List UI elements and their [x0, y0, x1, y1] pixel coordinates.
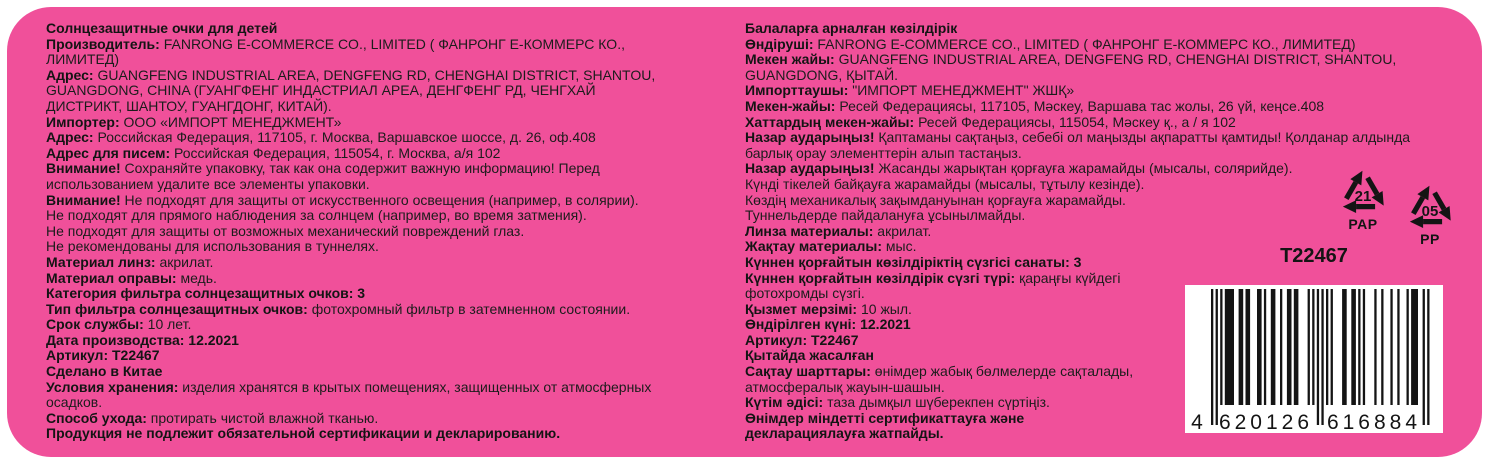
label-line: Артикул: T22467: [46, 347, 160, 364]
label-line: ЛИМИТЕД): [46, 51, 120, 68]
label-line: Дата производства: 12.2021: [46, 331, 239, 348]
label-line: Күннен қорғайтын көзілдіріктің сүзгісі санаты: 3: [745, 253, 1082, 270]
label-line: Күтім әдісі: таза дымқыл шүберекпен сүртіңіз.: [745, 394, 1050, 411]
label-line: Импорттаушы: "ИМПОРТ МЕНЕДЖМЕНТ" ЖШҚ»: [745, 82, 1075, 99]
label-line: Не подходят для прямого наблюдения за солнцем (например, во время затмения).: [46, 207, 587, 224]
label-line: Внимание! Сохраняйте упаковку, так как она содержит важную информацию! Перед: [46, 160, 600, 177]
label-line: барлық орау элементтерін алып тастаңыз.: [745, 144, 1022, 161]
label-line: Мекен жайы: GUANGFENG INDUSTRIAL AREA, DENGFENG RD, CHENGHAI DISTRICT, SHANTOU,: [745, 51, 1397, 68]
label-line: Категория фильтра солнцезащитных очков: 3: [46, 285, 366, 302]
label-line: Срок службы: 10 лет.: [46, 316, 192, 333]
label-line: Артикул: T22467: [745, 331, 859, 348]
label-line: осадков.: [46, 394, 103, 411]
barcode-digits-group1: 620126: [1218, 411, 1314, 433]
label-line: Қызмет мерзімі: 10 жыл.: [745, 300, 912, 317]
label-line: Адрес: Российская Федерация, 117105, г. Москва, Варшавское шоссе, д. 26, оф.408: [46, 129, 596, 146]
label-line: Тип фильтра солнцезащитных очков: фотохромный фильтр в затемненном состоянии.: [46, 300, 631, 317]
product-label: [7, 7, 1482, 457]
label-line: Жақтау материалы: мыс.: [745, 238, 917, 255]
label-line: Солнцезащитные очки для детей: [46, 20, 278, 36]
label-line: Не подходят для защиты от возможных механический повреждений глаз.: [46, 222, 525, 239]
recycling-pp-icon: [1401, 179, 1459, 246]
recycling-pap-icon: [1334, 164, 1392, 231]
label-line: Туннельдерде пайдалануға ұсынылмайды.: [745, 207, 1026, 224]
label-line: фотохромды сүзгі.: [745, 285, 865, 302]
label-line: Условия хранения: изделия хранятся в крытых помещениях, защищенных от атмосферных: [46, 378, 652, 395]
label-line: Продукция не подлежит обязательной сертификации и декларированию.: [46, 425, 561, 442]
label-line: Назар аударыңыз! Қаптаманы сақтаңыз, себебі ол маңызды ақпаратты қамтиды! Қолданар алдында: [745, 129, 1411, 146]
barcode: [1185, 285, 1443, 433]
label-line: Внимание! Не подходят для защиты от искусственного освещения (например, в солярии).: [46, 191, 639, 208]
barcode-bars: [1211, 289, 1430, 425]
label-line: Қытайда жасалған: [745, 347, 874, 364]
label-line: GUANGDONG, ҚЫТАЙ.: [745, 66, 899, 83]
label-line: Назар аударыңыз! Жасанды жарықтан қорғауға жарамайды (мысалы, солярийде).: [745, 160, 1293, 177]
label-line: Адрес: GUANGFENG INDUSTRIAL AREA, DENGFENG RD, CHENGHAI DISTRICT, SHANTOU,: [46, 66, 656, 83]
label-line: ДИСТРИКТ, ШАНТОУ, ГУАНГДОНГ, КИТАЙ).: [46, 97, 332, 114]
label-line: Способ ухода: протирать чистой влажной тканью.: [46, 409, 379, 426]
label-line: Линза материалы: акрилат.: [745, 222, 932, 239]
label-line: Хаттардың мекен-жайы: Ресей Федерациясы, 115054, Мәскеу қ., а / я 102: [745, 113, 1236, 130]
label-line: декларациялауға жатпайды.: [745, 425, 944, 442]
label-line: Производитель: FANRONG E-COMMERCE CO., LIMITED ( ФАНРОНГ Е-КОММЕРС КО.,: [46, 35, 625, 52]
recycling-pp-code: 05: [1421, 202, 1439, 220]
label-line: Материал линз: акрилат.: [46, 253, 214, 270]
label-line: Импортер: ООО «ИМПОРТ МЕНЕДЖМЕНТ»: [46, 113, 342, 130]
label-line: атмосфералық жауын-шашын.: [745, 378, 945, 395]
recycling-pap-code: 21: [1354, 187, 1372, 205]
label-line: GUANGDONG, CHINA (ГУАНГФЕНГ ИНДАСТРИАЛ АРЕА, ДЕНГФЕНГ РД, ЧЕНГХАЙ: [46, 82, 596, 99]
label-line: Өндірілген күні: 12.2021: [745, 316, 911, 333]
label-line: Өндіруші: FANRONG E-COMMERCE CO., LIMITED ( ФАНРОНГ Е-КОММЕРС КО., ЛИМИТЕД): [745, 35, 1356, 52]
label-line: Көздің механикалық зақымдануынан қорғауға жарамайды.: [745, 191, 1126, 208]
recycling-pap-material: PAP: [1348, 216, 1378, 232]
recycling-pp-material: PP: [1420, 231, 1440, 247]
label-line: Материал оправы: медь.: [46, 269, 217, 286]
barcode-svg: [1185, 285, 1443, 433]
label-line: Мекен-жайы: Ресей Федерациясы, 117105, Мәскеу, Варшава тас жолы, 26 үй, кеңсе.408: [745, 97, 1325, 114]
article-number: T22467: [1280, 245, 1348, 267]
barcode-digits-group2: 616884: [1326, 411, 1422, 433]
label-line: Өнімдер міндетті сертификаттауға және: [745, 409, 1025, 426]
barcode-digit-left: 4: [1191, 411, 1203, 433]
label-line: использованием удалите все элементы упаковки.: [46, 175, 370, 192]
label-line: Күнді тікелей байқауға жарамайды (мысалы, тұтылу кезінде).: [745, 175, 1145, 192]
label-line: Не рекомендованы для использования в туннелях.: [46, 238, 379, 255]
label-line: Балаларға арналған көзілдірік: [745, 20, 958, 36]
text-column-russian: [46, 21, 655, 442]
label-line: Күннен қорғайтын көзілдірік сүзгі түрі: қараңғы күйдегі: [745, 269, 1121, 286]
label-line: Адрес для писем: Российская Федерация, 115054, г. Москва, а/я 102: [46, 144, 501, 161]
label-line: Сделано в Китае: [46, 363, 163, 380]
label-line: Сақтау шарттары: өнімдер жабық бөлмелерде сақталады,: [745, 363, 1134, 380]
